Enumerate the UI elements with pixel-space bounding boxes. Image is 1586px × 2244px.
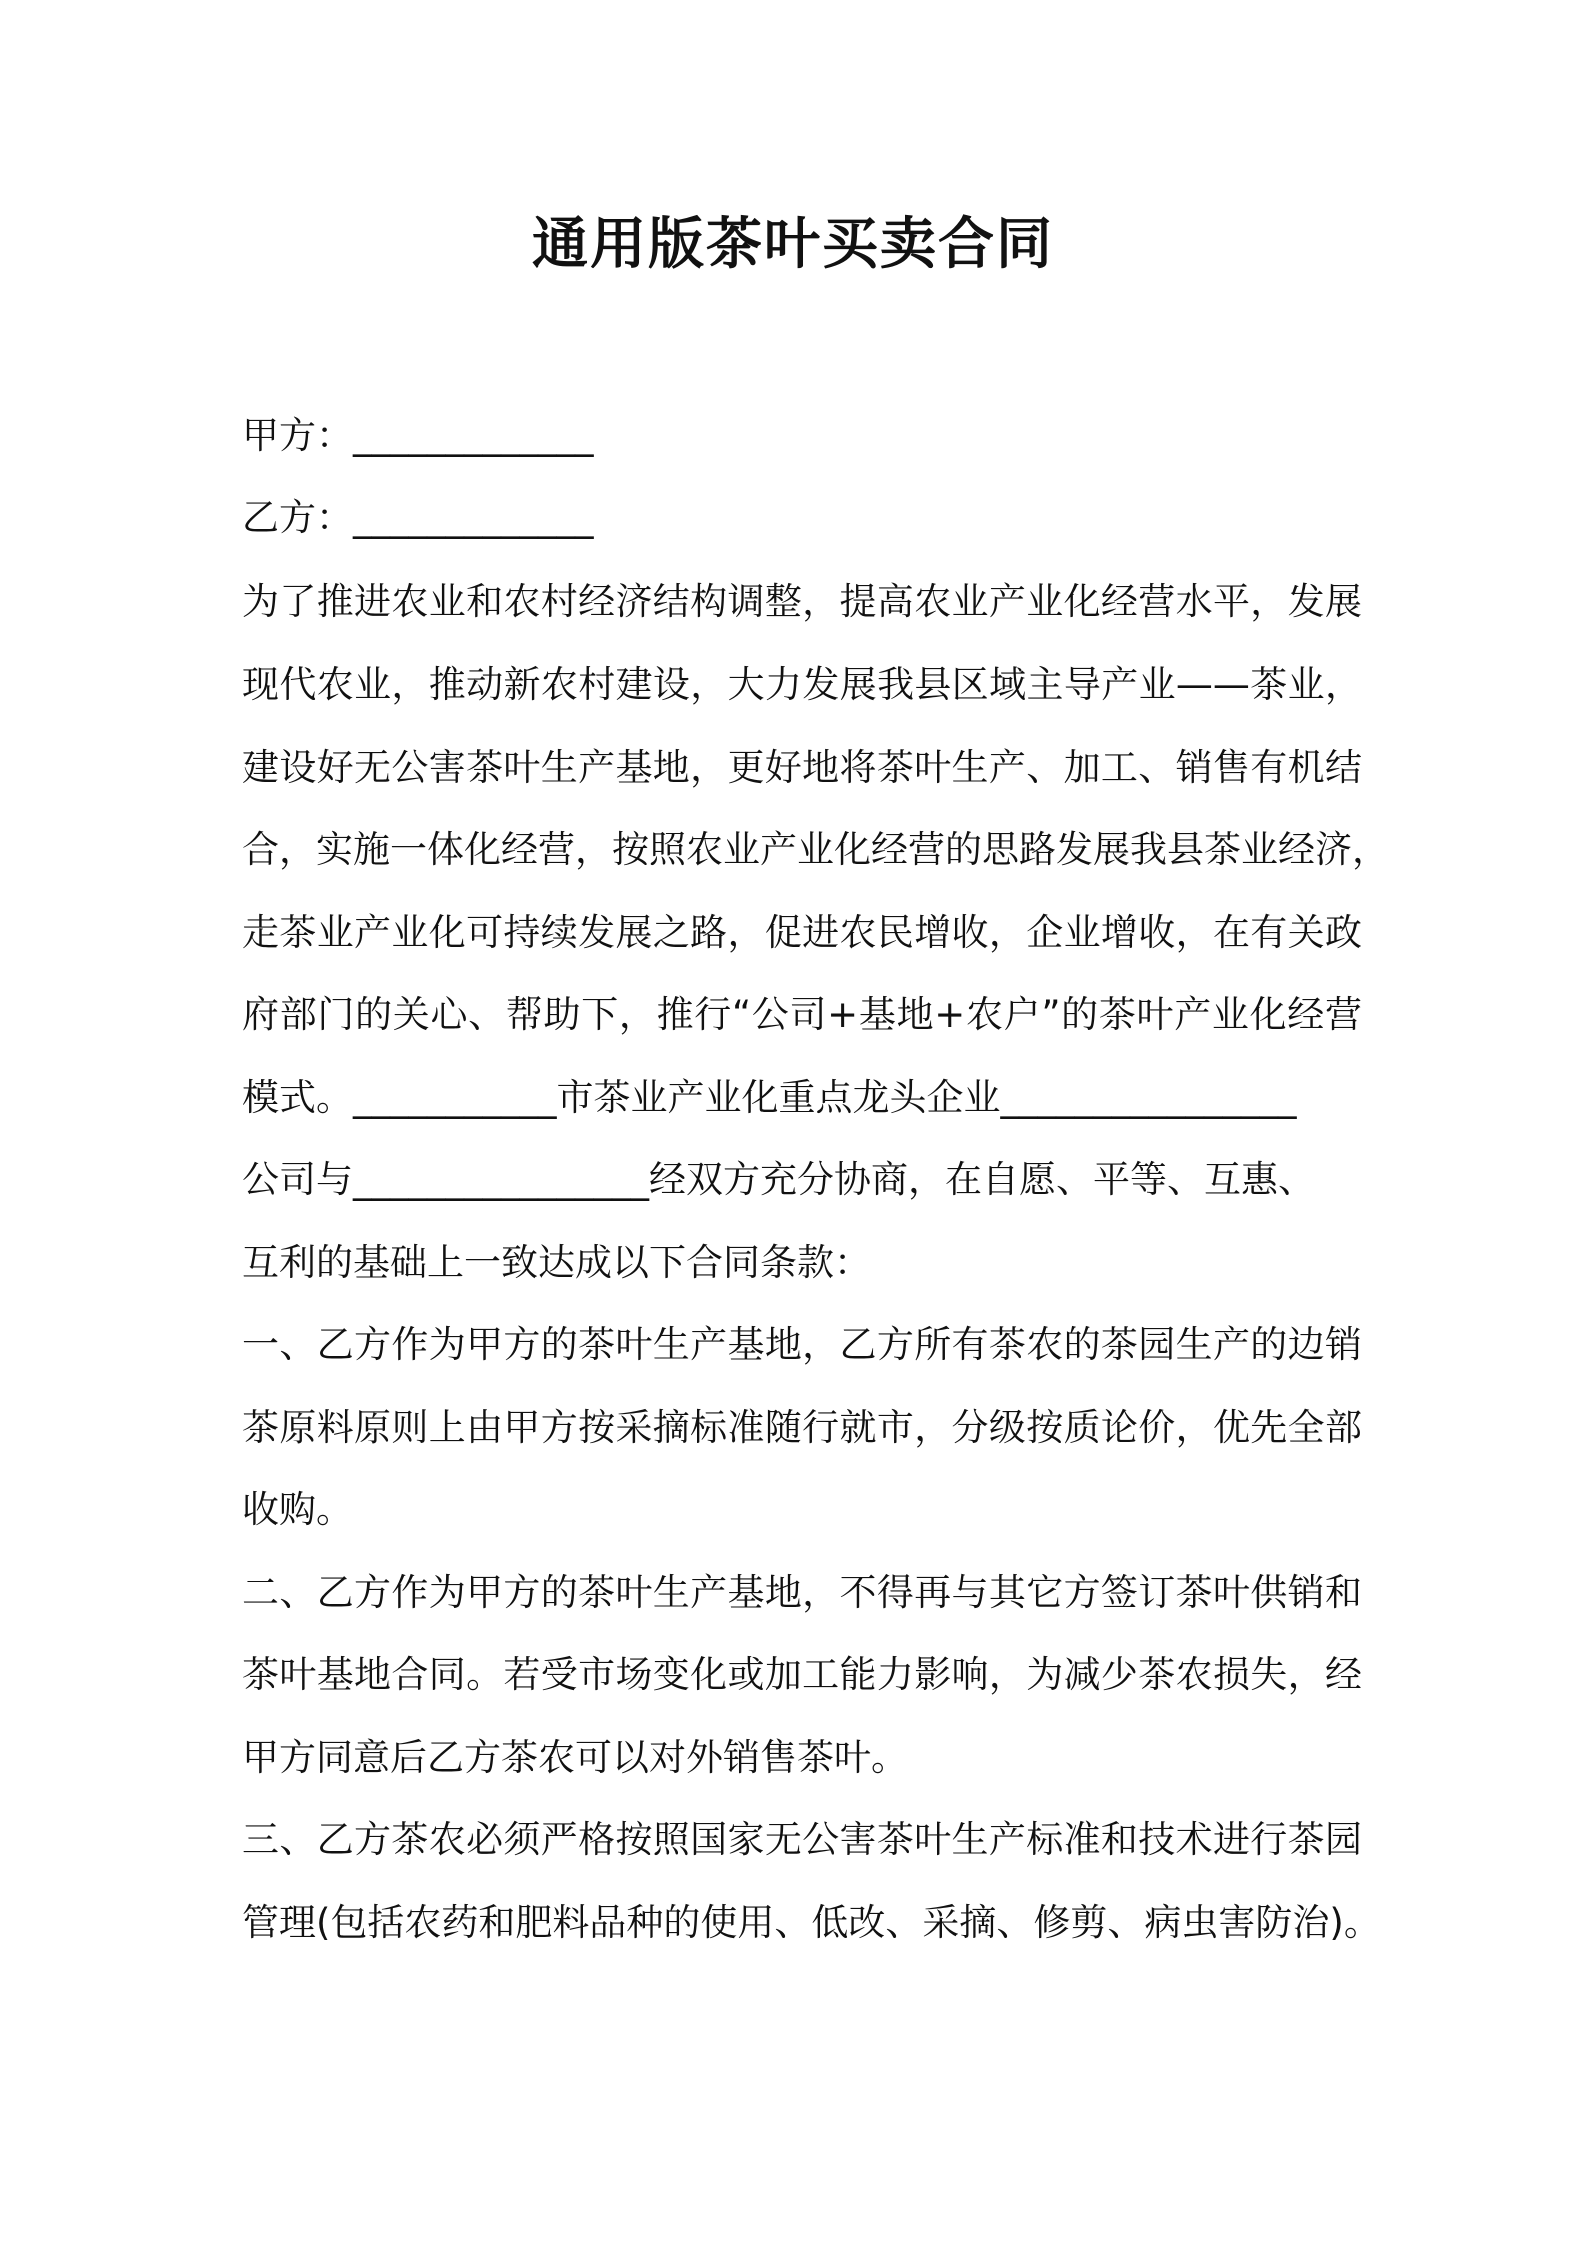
clause-2-line: 甲方同意后乙方茶农可以对外销售茶叶。 [242, 1736, 908, 1779]
preamble-line: 公司与________________经双方充分协商，在自愿、平等、互惠、 [242, 1158, 1315, 1201]
clause-1-line: 收购。 [242, 1488, 353, 1531]
document-title: 通用版茶叶买卖合同 [532, 212, 1054, 277]
clause-1-line: 一、乙方作为甲方的茶叶生产基地，乙方所有茶农的茶园生产的边销 [242, 1323, 1362, 1366]
clause-2-line: 二、乙方作为甲方的茶叶生产基地，不得再与其它方签订茶叶供销和 [242, 1571, 1362, 1614]
preamble-line: 模式。___________市茶业产业化重点龙头企业________________ [242, 1076, 1297, 1119]
clause-2-line: 茶叶基地合同。若受市场变化或加工能力影响，为减少茶农损失，经 [242, 1653, 1362, 1696]
party-b-line: 乙方：_____________ [242, 496, 594, 539]
preamble-line: 为了推进农业和农村经济结构调整，提高农业产业化经营水平，发展 [242, 580, 1362, 623]
preamble-line: 走茶业产业化可持续发展之路，促进农民增收，企业增收，在有关政 [242, 911, 1362, 954]
clause-1-line: 茶原料原则上由甲方按采摘标准随行就市，分级按质论价，优先全部 [242, 1406, 1362, 1449]
clause-3-line: 三、乙方茶农必须严格按照国家无公害茶叶生产标准和技术进行茶园 [242, 1818, 1362, 1861]
preamble-line: 互利的基础上一致达成以下合同条款： [242, 1241, 871, 1284]
preamble-line: 府部门的关心、帮助下，推行“公司+基地+农户”的茶叶产业化经营 [242, 993, 1362, 1036]
clause-3-line: 管理(包括农药和肥料品种的使用、低改、采摘、修剪、病虫害防治)。 [242, 1901, 1381, 1944]
party-a-line: 甲方：_____________ [242, 414, 594, 457]
preamble-line: 建设好无公害茶叶生产基地，更好地将茶叶生产、加工、销售有机结 [242, 746, 1362, 789]
preamble-line: 合，实施一体化经营，按照农业产业化经营的思路发展我县茶业经济， [242, 828, 1389, 871]
preamble-line: 现代农业，推动新农村建设，大力发展我县区域主导产业——茶业， [242, 663, 1362, 706]
